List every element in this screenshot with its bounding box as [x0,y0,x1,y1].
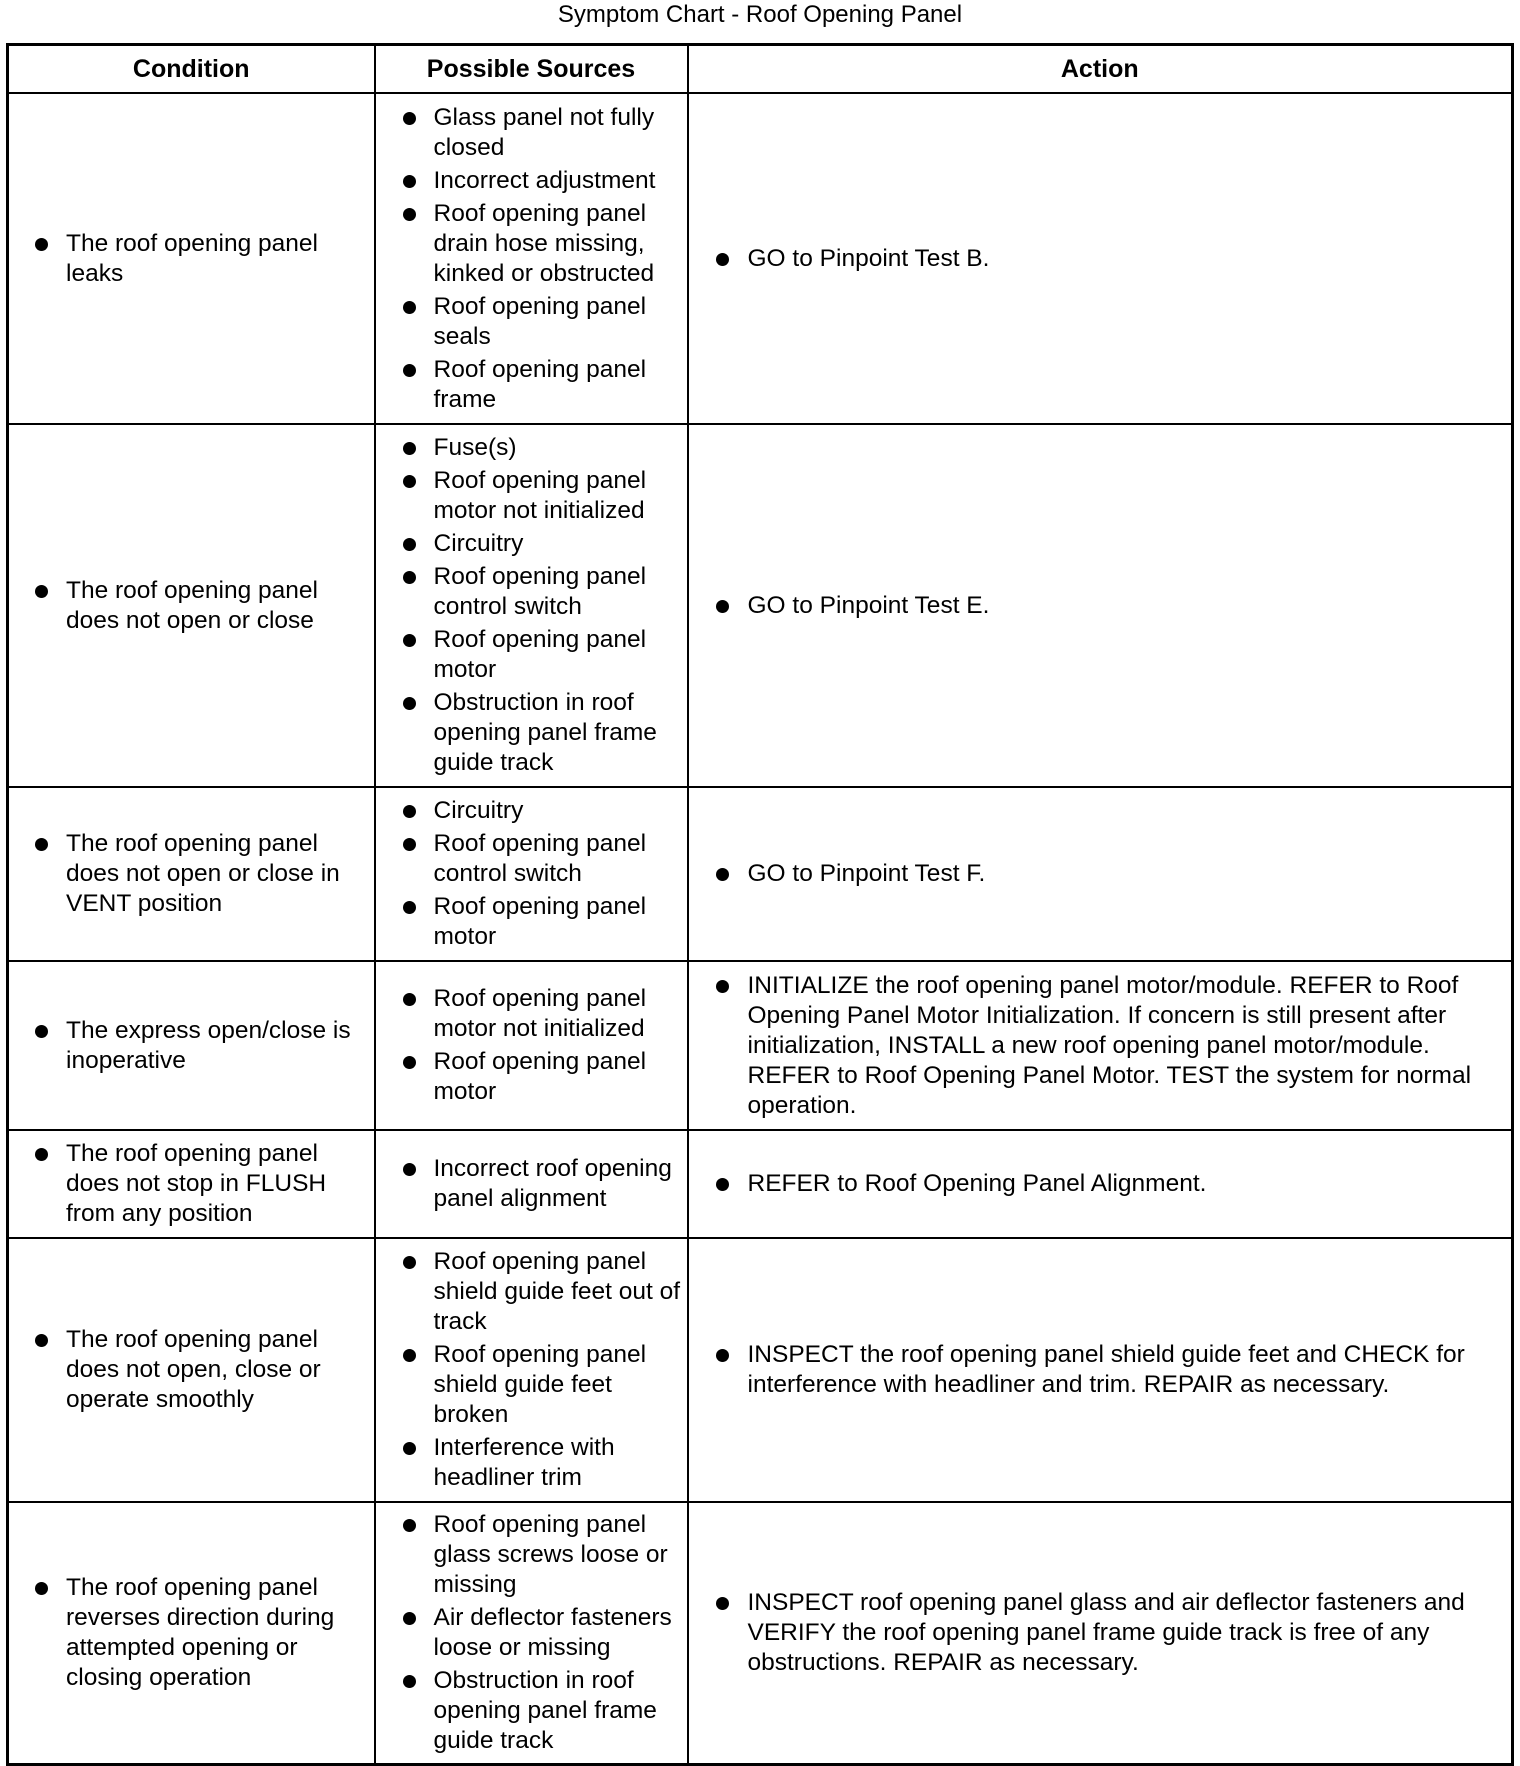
action-cell [688,93,1513,424]
action-text: REFER to Roof Opening Panel Alignment. [689,1169,1512,1199]
source-item: Interference with headliner trim [376,1433,687,1493]
action-text: INSPECT the roof opening panel shield guide feet and CHECK for interference with headliner and trim. REPAIR as necessary. [689,1340,1512,1400]
symptom-chart-table [6,43,1514,1766]
action-text: GO to Pinpoint Test E. [689,591,1512,621]
condition-cell [8,961,375,1130]
source-item: Roof opening panel glass screws loose or missing [376,1510,687,1600]
action-text: INSPECT roof opening panel glass and air deflector fasteners and VERIFY the roof opening panel frame guide track is free of any obstructions. REPAIR as necessary. [689,1588,1512,1678]
condition-cell [8,93,375,424]
source-item: Fuse(s) [376,433,687,463]
source-item: Circuitry [376,796,687,826]
condition-cell [8,787,375,961]
source-item: Roof opening panel motor not initialized [376,984,687,1044]
source-item: Roof opening panel motor [376,1047,687,1107]
table-row [8,424,1513,787]
action-text: INITIALIZE the roof opening panel motor/module. REFER to Roof Opening Panel Motor Initialization. If concern is still present after initialization, INSTALL a new roof opening panel motor/module. REFER to Roof Opening Panel Motor. TEST the system for normal operation. [689,971,1512,1121]
header-possible-sources: Possible Sources [375,45,688,94]
table-row [8,1502,1513,1764]
action-cell [688,424,1513,787]
source-item: Roof opening panel motor [376,625,687,685]
action-cell [688,787,1513,961]
condition-cell [8,1238,375,1502]
sources-cell [375,1130,688,1238]
condition-text: The roof opening panel leaks [9,229,374,289]
sources-cell [375,961,688,1130]
table-row [8,93,1513,424]
sources-cell [375,93,688,424]
source-item: Incorrect adjustment [376,166,687,196]
condition-cell [8,424,375,787]
sources-cell [375,424,688,787]
chart-title: Symptom Chart - Roof Opening Panel [557,1,963,28]
table-row [8,1238,1513,1502]
sources-cell [375,1502,688,1764]
source-item: Roof opening panel seals [376,292,687,352]
table-row [8,961,1513,1130]
condition-cell [8,1130,375,1238]
condition-text: The roof opening panel does not open or close [9,576,374,636]
action-cell [688,1238,1513,1502]
table-row [8,1130,1513,1238]
condition-text: The roof opening panel does not stop in FLUSH from any position [9,1139,374,1229]
source-item: Roof opening panel control switch [376,562,687,622]
source-item: Roof opening panel motor [376,892,687,952]
condition-text: The roof opening panel does not open, close or operate smoothly [9,1325,374,1415]
source-item: Roof opening panel motor not initialized [376,466,687,526]
condition-text: The roof opening panel reverses direction during attempted opening or closing operation [9,1573,374,1693]
source-item: Roof opening panel frame [376,355,687,415]
sources-cell [375,787,688,961]
action-cell [688,1130,1513,1238]
action-cell [688,961,1513,1130]
action-text: GO to Pinpoint Test B. [689,244,1512,274]
action-text: GO to Pinpoint Test F. [689,859,1512,889]
source-item: Obstruction in roof opening panel frame guide track [376,688,687,778]
source-item: Incorrect roof opening panel alignment [376,1154,687,1214]
condition-cell [8,1502,375,1764]
action-cell [688,1502,1513,1764]
source-item: Circuitry [376,529,687,559]
source-item: Obstruction in roof opening panel frame guide track [376,1666,687,1756]
table-row [8,787,1513,961]
source-item: Roof opening panel shield guide feet out of track [376,1247,687,1337]
table-header-row [8,45,1513,94]
header-action: Action [688,45,1513,94]
source-item: Roof opening panel drain hose missing, kinked or obstructed [376,199,687,289]
source-item: Roof opening panel control switch [376,829,687,889]
source-item: Roof opening panel shield guide feet broken [376,1340,687,1430]
header-condition: Condition [8,45,375,94]
condition-text: The express open/close is inoperative [9,1016,374,1076]
condition-text: The roof opening panel does not open or close in VENT position [9,829,374,919]
source-item: Air deflector fasteners loose or missing [376,1603,687,1663]
sources-cell [375,1238,688,1502]
source-item: Glass panel not fully closed [376,103,687,163]
